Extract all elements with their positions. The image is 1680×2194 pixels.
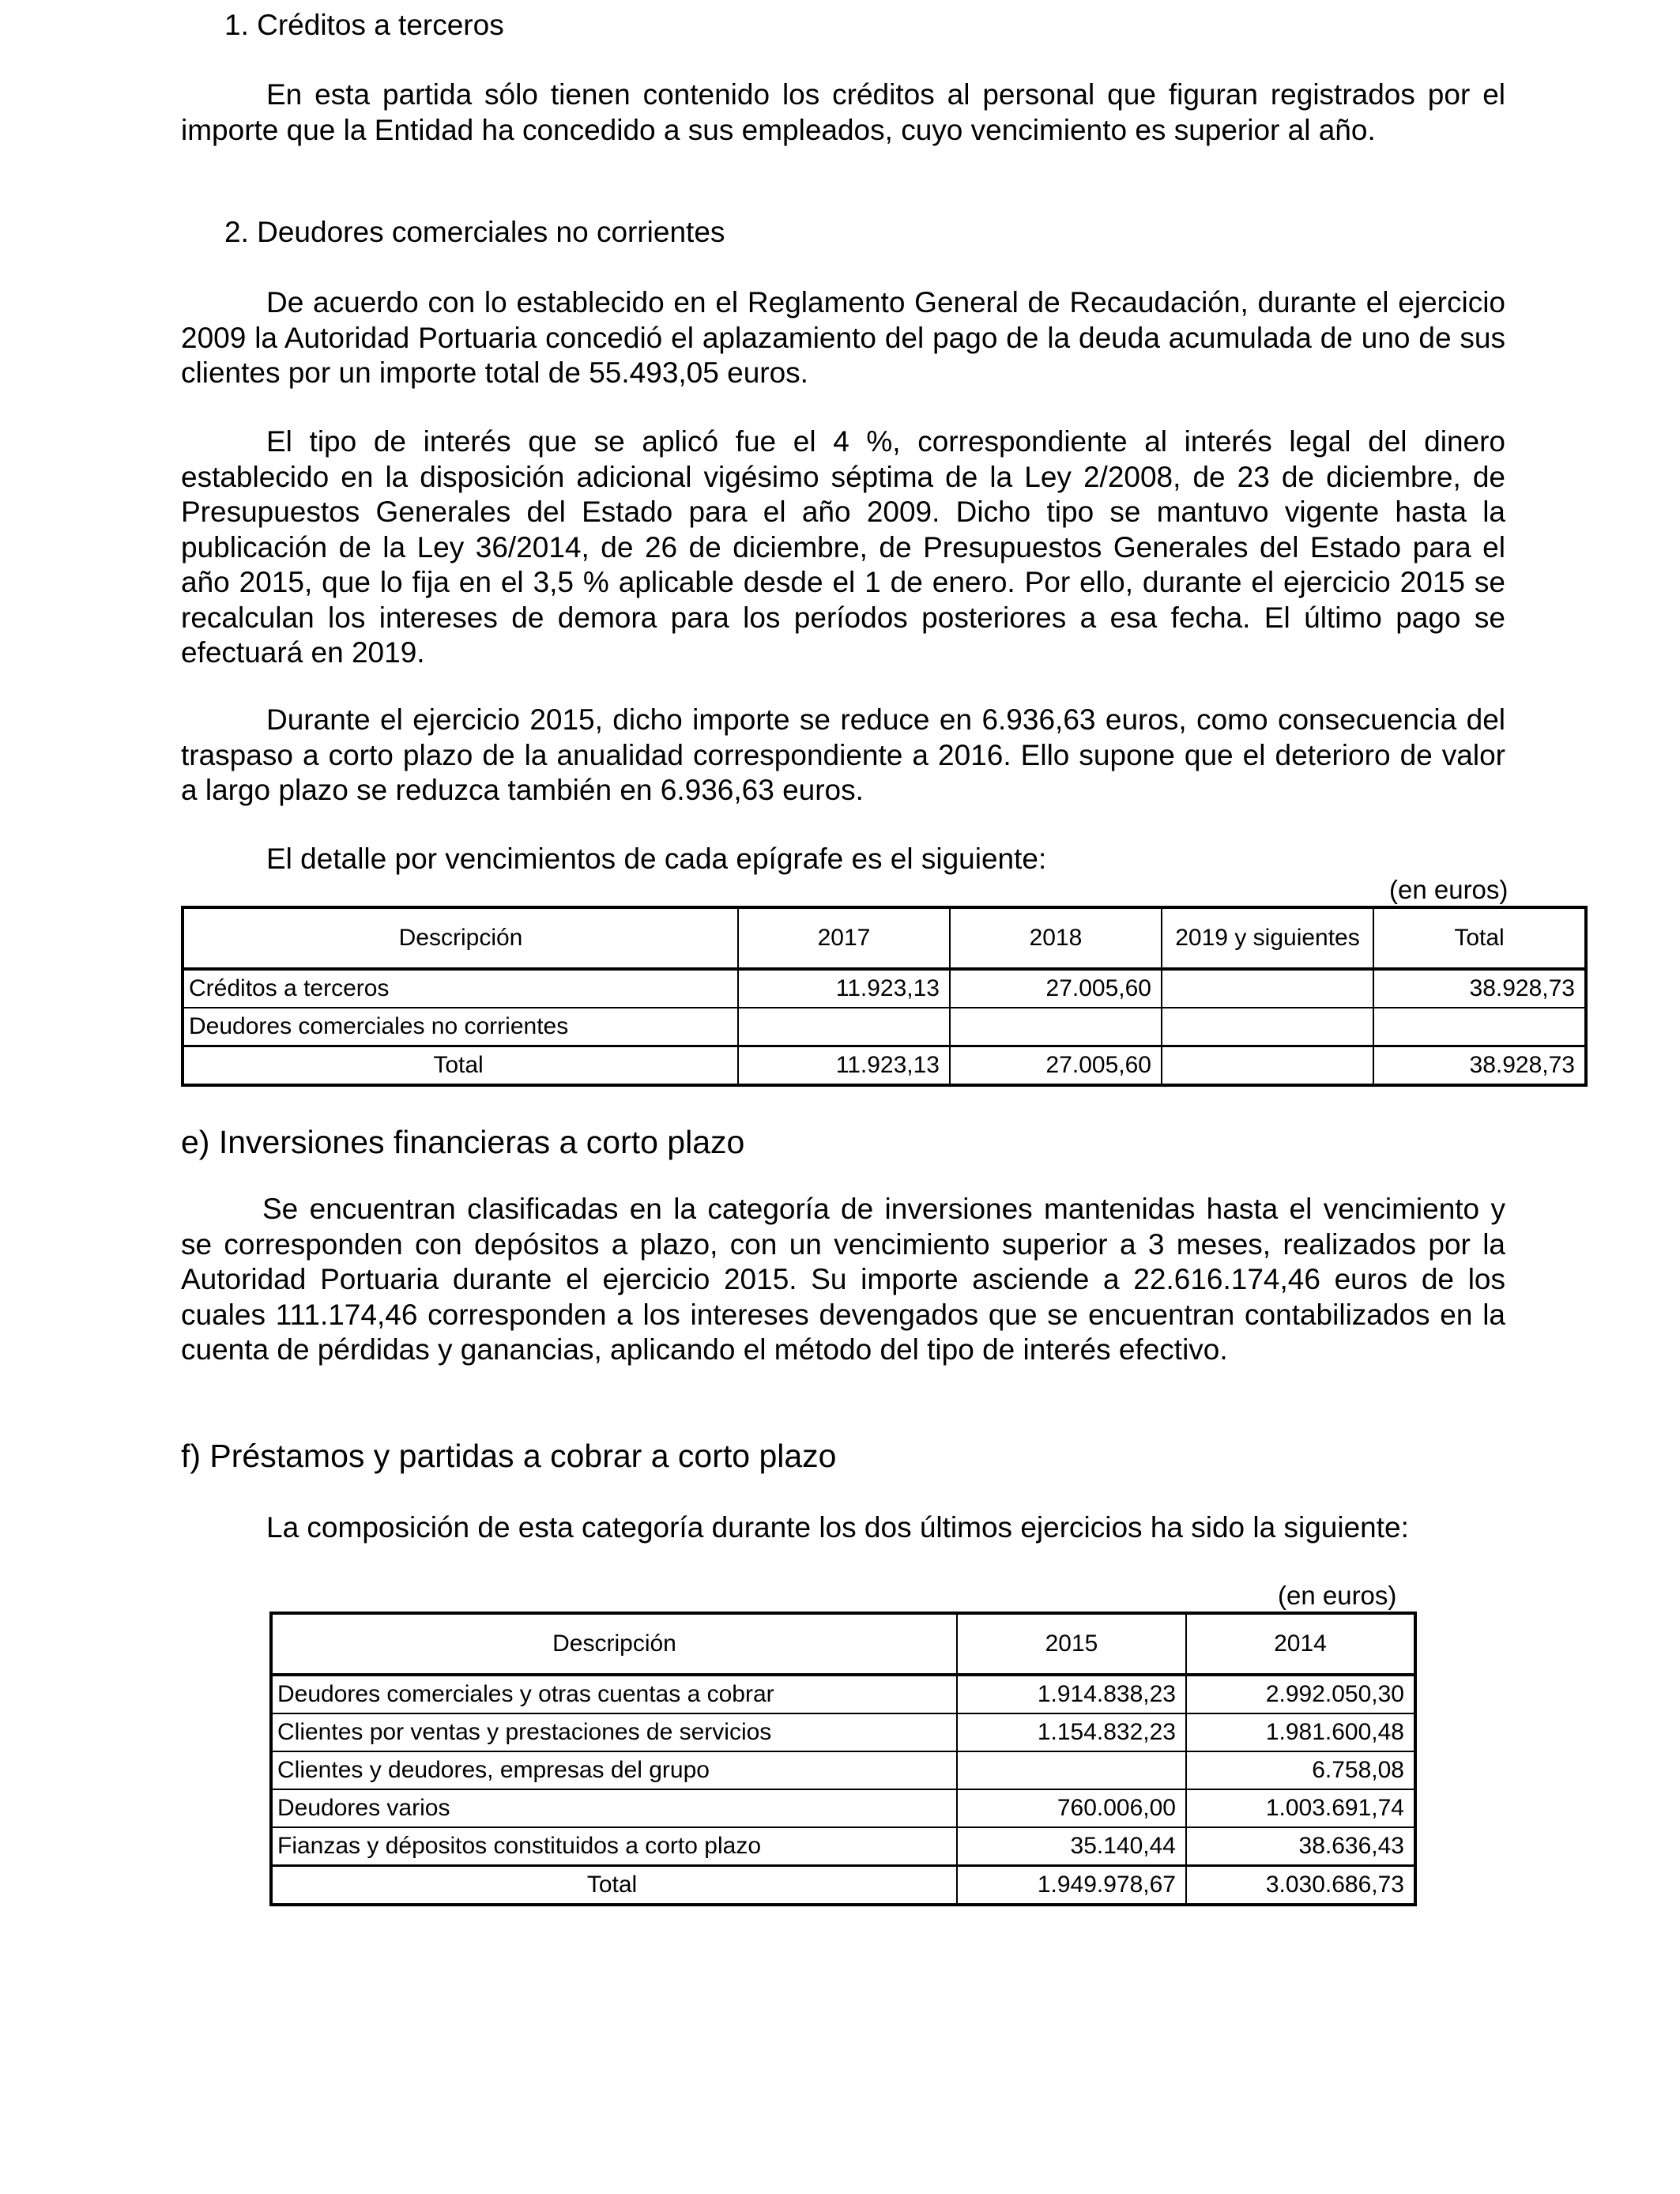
cell-2015: 760.006,00 — [957, 1789, 1186, 1827]
paragraph-inversiones-financieras: Se encuentran clasificadas en la categoría de inversiones mantenidas hasta el vencimiento y se corresponden con depósitos a plazo, con un vencimiento superior a 3 meses, realizados por la Autoridad Portuaria durante el ejercicio 2015. Su importe asciende a 22.616.174,46 euros de los cuales 111.174,46 corresponden a los intereses devengados que se encuentran contabilizados en la cuenta de pérdidas y ganancias, aplicando el método del tipo de interés efectivo. — [181, 1193, 1505, 1366]
cell-2017: 11.923,13 — [738, 969, 950, 1008]
cell-2015: 35.140,44 — [957, 1827, 1186, 1866]
total-label: Total — [183, 1046, 738, 1086]
column-header-2018: 2018 — [950, 907, 1162, 969]
cell-2014: 2.992.050,30 — [1186, 1675, 1415, 1713]
total-2015: 1.949.978,67 — [957, 1866, 1186, 1906]
paragraph-tipo-interes: El tipo de interés que se aplicó fue el 4 %, correspondiente al interés legal del dinero establecido en la disposición adicional vigésimo séptima de la Ley 2/2008, de 23 de diciembre, de Presupuestos Generales del Estado para el año 2009. Dicho tipo se mantuvo vigente hasta la publicación de la Ley 36/2014, de 26 de diciembre, de Presupuestos Generales del Estado para el año 2015, que lo fija en el 3,5 % aplicable desde el 1 de enero. Por ello, durante el ejercicio 2015 se recalculan los intereses de demora para los períodos posteriores a esa fecha. El último pago se efectuará en 2019. — [181, 425, 1505, 669]
column-header-descripcion: Descripción — [271, 1613, 957, 1675]
table-row — [183, 1008, 1586, 1046]
cell-2015: 1.914.838,23 — [957, 1675, 1186, 1713]
table-header-row — [271, 1613, 1415, 1675]
cell-2019-siguientes — [1162, 969, 1373, 1008]
total-total: 38.928,73 — [1373, 1046, 1586, 1086]
total-2017: 11.923,13 — [738, 1046, 950, 1086]
row-label: Fianzas y dépositos constituidos a corto plazo — [271, 1827, 957, 1866]
cell-2018: 27.005,60 — [950, 969, 1162, 1008]
heading-deudores-no-corrientes: 2. Deudores comerciales no corrientes — [224, 216, 725, 248]
row-label: Créditos a terceros — [183, 969, 738, 1008]
cell-2018 — [950, 1008, 1162, 1046]
total-2018: 27.005,60 — [950, 1046, 1162, 1086]
cell-total: 38.928,73 — [1373, 969, 1586, 1008]
table-row — [271, 1675, 1415, 1713]
cell-2014: 38.636,43 — [1186, 1827, 1415, 1866]
cell-2019-siguientes — [1162, 1008, 1373, 1046]
cell-2015: 1.154.832,23 — [957, 1713, 1186, 1751]
units-label-vencimientos: (en euros) — [1389, 875, 1509, 904]
table-composicion — [269, 1612, 1417, 1906]
cell-2015 — [957, 1751, 1186, 1789]
column-header-2017: 2017 — [738, 907, 950, 969]
heading-prestamos-partidas: f) Préstamos y partidas a cobrar a corto plazo — [181, 1438, 837, 1474]
total-2019-siguientes — [1162, 1046, 1373, 1086]
paragraph-reduccion-importe: Durante el ejercicio 2015, dicho importe se reduce en 6.936,63 euros, como consecuencia del traspaso a corto plazo de la anualidad correspondiente a 2016. Ello supone que el deterioro de valor a largo plazo se reduzca también en 6.936,63 euros. — [181, 703, 1505, 806]
cell-2014: 1.981.600,48 — [1186, 1713, 1415, 1751]
column-header-descripcion: Descripción — [183, 907, 738, 969]
table-vencimientos — [181, 906, 1588, 1087]
total-label: Total — [271, 1866, 957, 1906]
column-header-2019-siguientes: 2019 y siguientes — [1162, 907, 1373, 969]
cell-2017 — [738, 1008, 950, 1046]
total-2014: 3.030.686,73 — [1186, 1866, 1415, 1906]
table-total-row — [183, 1046, 1586, 1086]
cell-total — [1373, 1008, 1586, 1046]
table-row — [271, 1827, 1415, 1866]
table-row — [271, 1789, 1415, 1827]
table-total-row — [271, 1866, 1415, 1906]
row-label: Clientes por ventas y prestaciones de servicios — [271, 1713, 957, 1751]
paragraph-detalle-vencimientos: El detalle por vencimientos de cada epígrafe es el siguiente: — [266, 843, 1047, 875]
cell-2014: 1.003.691,74 — [1186, 1789, 1415, 1827]
column-header-total: Total — [1373, 907, 1586, 969]
column-header-2014: 2014 — [1186, 1613, 1415, 1675]
table-header-row — [183, 907, 1586, 969]
units-label-composicion: (en euros) — [1278, 1581, 1397, 1610]
paragraph-creditos-terceros: En esta partida sólo tienen contenido los créditos al personal que figuran registrados por el importe que la Entidad ha concedido a sus empleados, cuyo vencimiento es superior al año. — [181, 78, 1505, 146]
paragraph-aplazamiento: De acuerdo con lo establecido en el Reglamento General de Recaudación, durante el ejercicio 2009 la Autoridad Portuaria concedió el aplazamiento del pago de la deuda acumulada de uno de sus clientes por un importe total de 55.493,05 euros. — [181, 286, 1505, 389]
column-header-2015: 2015 — [957, 1613, 1186, 1675]
table-row — [183, 969, 1586, 1008]
paragraph-composicion: La composición de esta categoría durante los dos últimos ejercicios ha sido la siguiente: — [266, 1511, 1409, 1544]
heading-inversiones-financieras: e) Inversiones financieras a corto plazo — [181, 1124, 745, 1160]
table-row — [271, 1751, 1415, 1789]
row-label: Deudores varios — [271, 1789, 957, 1827]
heading-creditos-terceros: 1. Créditos a terceros — [224, 9, 504, 41]
table-row — [271, 1713, 1415, 1751]
row-label: Deudores comerciales y otras cuentas a cobrar — [271, 1675, 957, 1713]
row-label: Deudores comerciales no corrientes — [183, 1008, 738, 1046]
cell-2014: 6.758,08 — [1186, 1751, 1415, 1789]
row-label: Clientes y deudores, empresas del grupo — [271, 1751, 957, 1789]
